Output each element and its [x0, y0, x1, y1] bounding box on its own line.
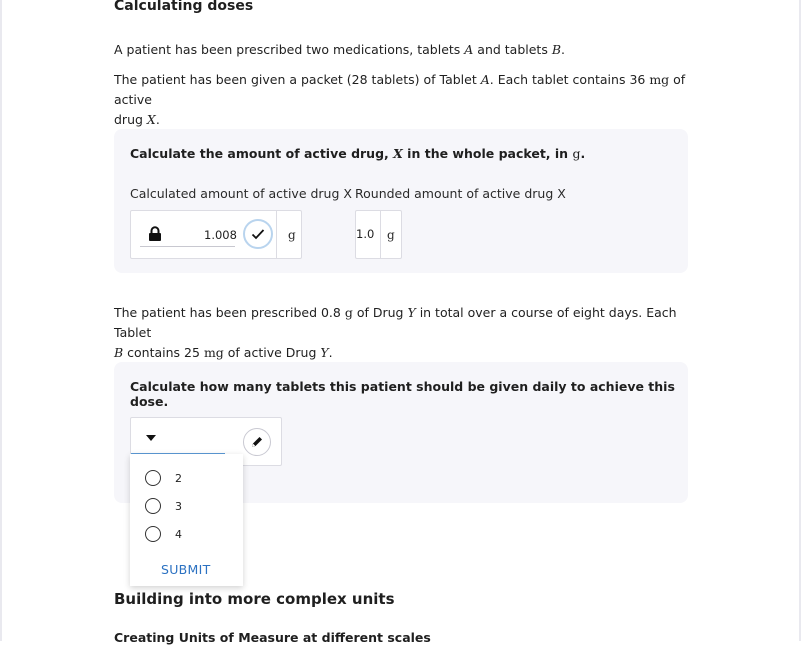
option-label: 3	[175, 499, 182, 513]
option-label: 2	[175, 471, 182, 485]
para-text: The patient has been prescribed 0.8	[114, 305, 345, 320]
math-var: B	[114, 345, 124, 360]
prompt-text: in the whole packet, in	[402, 146, 573, 161]
option-4[interactable]	[145, 524, 182, 544]
math-unit: g	[344, 305, 353, 320]
intro-line-2	[114, 70, 689, 130]
caret-down-icon[interactable]	[146, 435, 156, 441]
para-text: .	[328, 345, 333, 360]
math-var: Y	[320, 345, 329, 360]
intro-text: drug	[114, 112, 147, 127]
para-text: in total over a course of eight days. Each Tablet	[114, 305, 677, 340]
intro-text: and tablets	[473, 42, 552, 57]
question-1-prompt	[130, 146, 585, 161]
math-var: Y	[407, 305, 416, 320]
para-text: of Drug	[352, 305, 408, 320]
next-section-title: Building into more complex units	[114, 590, 395, 608]
radio-button[interactable]	[145, 526, 161, 542]
check-icon	[251, 228, 265, 240]
math-var: X	[393, 146, 403, 161]
calculated-value: 1.008	[204, 228, 237, 242]
option-2[interactable]	[145, 468, 182, 488]
intro-text: A patient has been prescribed two medications, tablets	[114, 42, 465, 57]
question-2-prompt: Calculate how many tablets this patient should be given daily to achieve this dose.	[130, 379, 675, 409]
edit-button[interactable]	[243, 428, 271, 456]
option-3[interactable]	[145, 496, 182, 516]
correct-check-badge	[243, 219, 273, 249]
rounded-unit: g	[387, 228, 395, 242]
unit-separator	[380, 211, 381, 258]
lock-icon	[148, 226, 162, 242]
section-title: Calculating doses	[114, 0, 254, 14]
rounded-value: 1.0	[356, 227, 375, 241]
unit-separator	[276, 211, 277, 258]
intro-text: .	[561, 42, 565, 57]
radio-button[interactable]	[145, 498, 161, 514]
submit-button[interactable]: SUBMIT	[161, 562, 211, 577]
math-unit: mg	[649, 72, 670, 87]
option-label: 4	[175, 527, 182, 541]
input-underline	[140, 246, 235, 247]
intro-text: The patient has been given a packet (28 tablets) of Tablet	[114, 72, 481, 87]
intro-text: of active	[114, 72, 686, 107]
radio-button[interactable]	[145, 470, 161, 486]
question-card-1	[114, 129, 688, 273]
math-var: A	[480, 72, 490, 87]
intro-text: .	[155, 112, 160, 127]
calculated-amount-label: Calculated amount of active drug X	[130, 186, 352, 201]
prompt-text: Calculate the amount of active drug,	[130, 146, 394, 161]
math-var: X	[146, 112, 156, 127]
cut-off-heading: Creating Units of Measure at different scales	[114, 630, 431, 645]
rounded-amount-label: Rounded amount of active drug X	[355, 186, 566, 201]
rounded-answer-field	[355, 210, 402, 259]
math-var: B	[551, 42, 562, 57]
dropdown-menu	[130, 454, 243, 586]
para-text: of active Drug	[223, 345, 321, 360]
pencil-icon	[250, 435, 264, 449]
math-unit: mg	[203, 345, 224, 360]
calculated-answer-field	[130, 210, 302, 259]
intro-text: . Each tablet contains 36	[489, 72, 650, 87]
left-frame-border	[0, 0, 2, 641]
prompt-text: .	[580, 146, 586, 161]
math-unit: g	[572, 146, 581, 161]
calculated-unit: g	[288, 228, 296, 242]
paragraph-2	[114, 303, 689, 363]
intro-line-1	[114, 40, 689, 60]
para-text: contains 25	[123, 345, 204, 360]
math-var: A	[464, 42, 474, 57]
